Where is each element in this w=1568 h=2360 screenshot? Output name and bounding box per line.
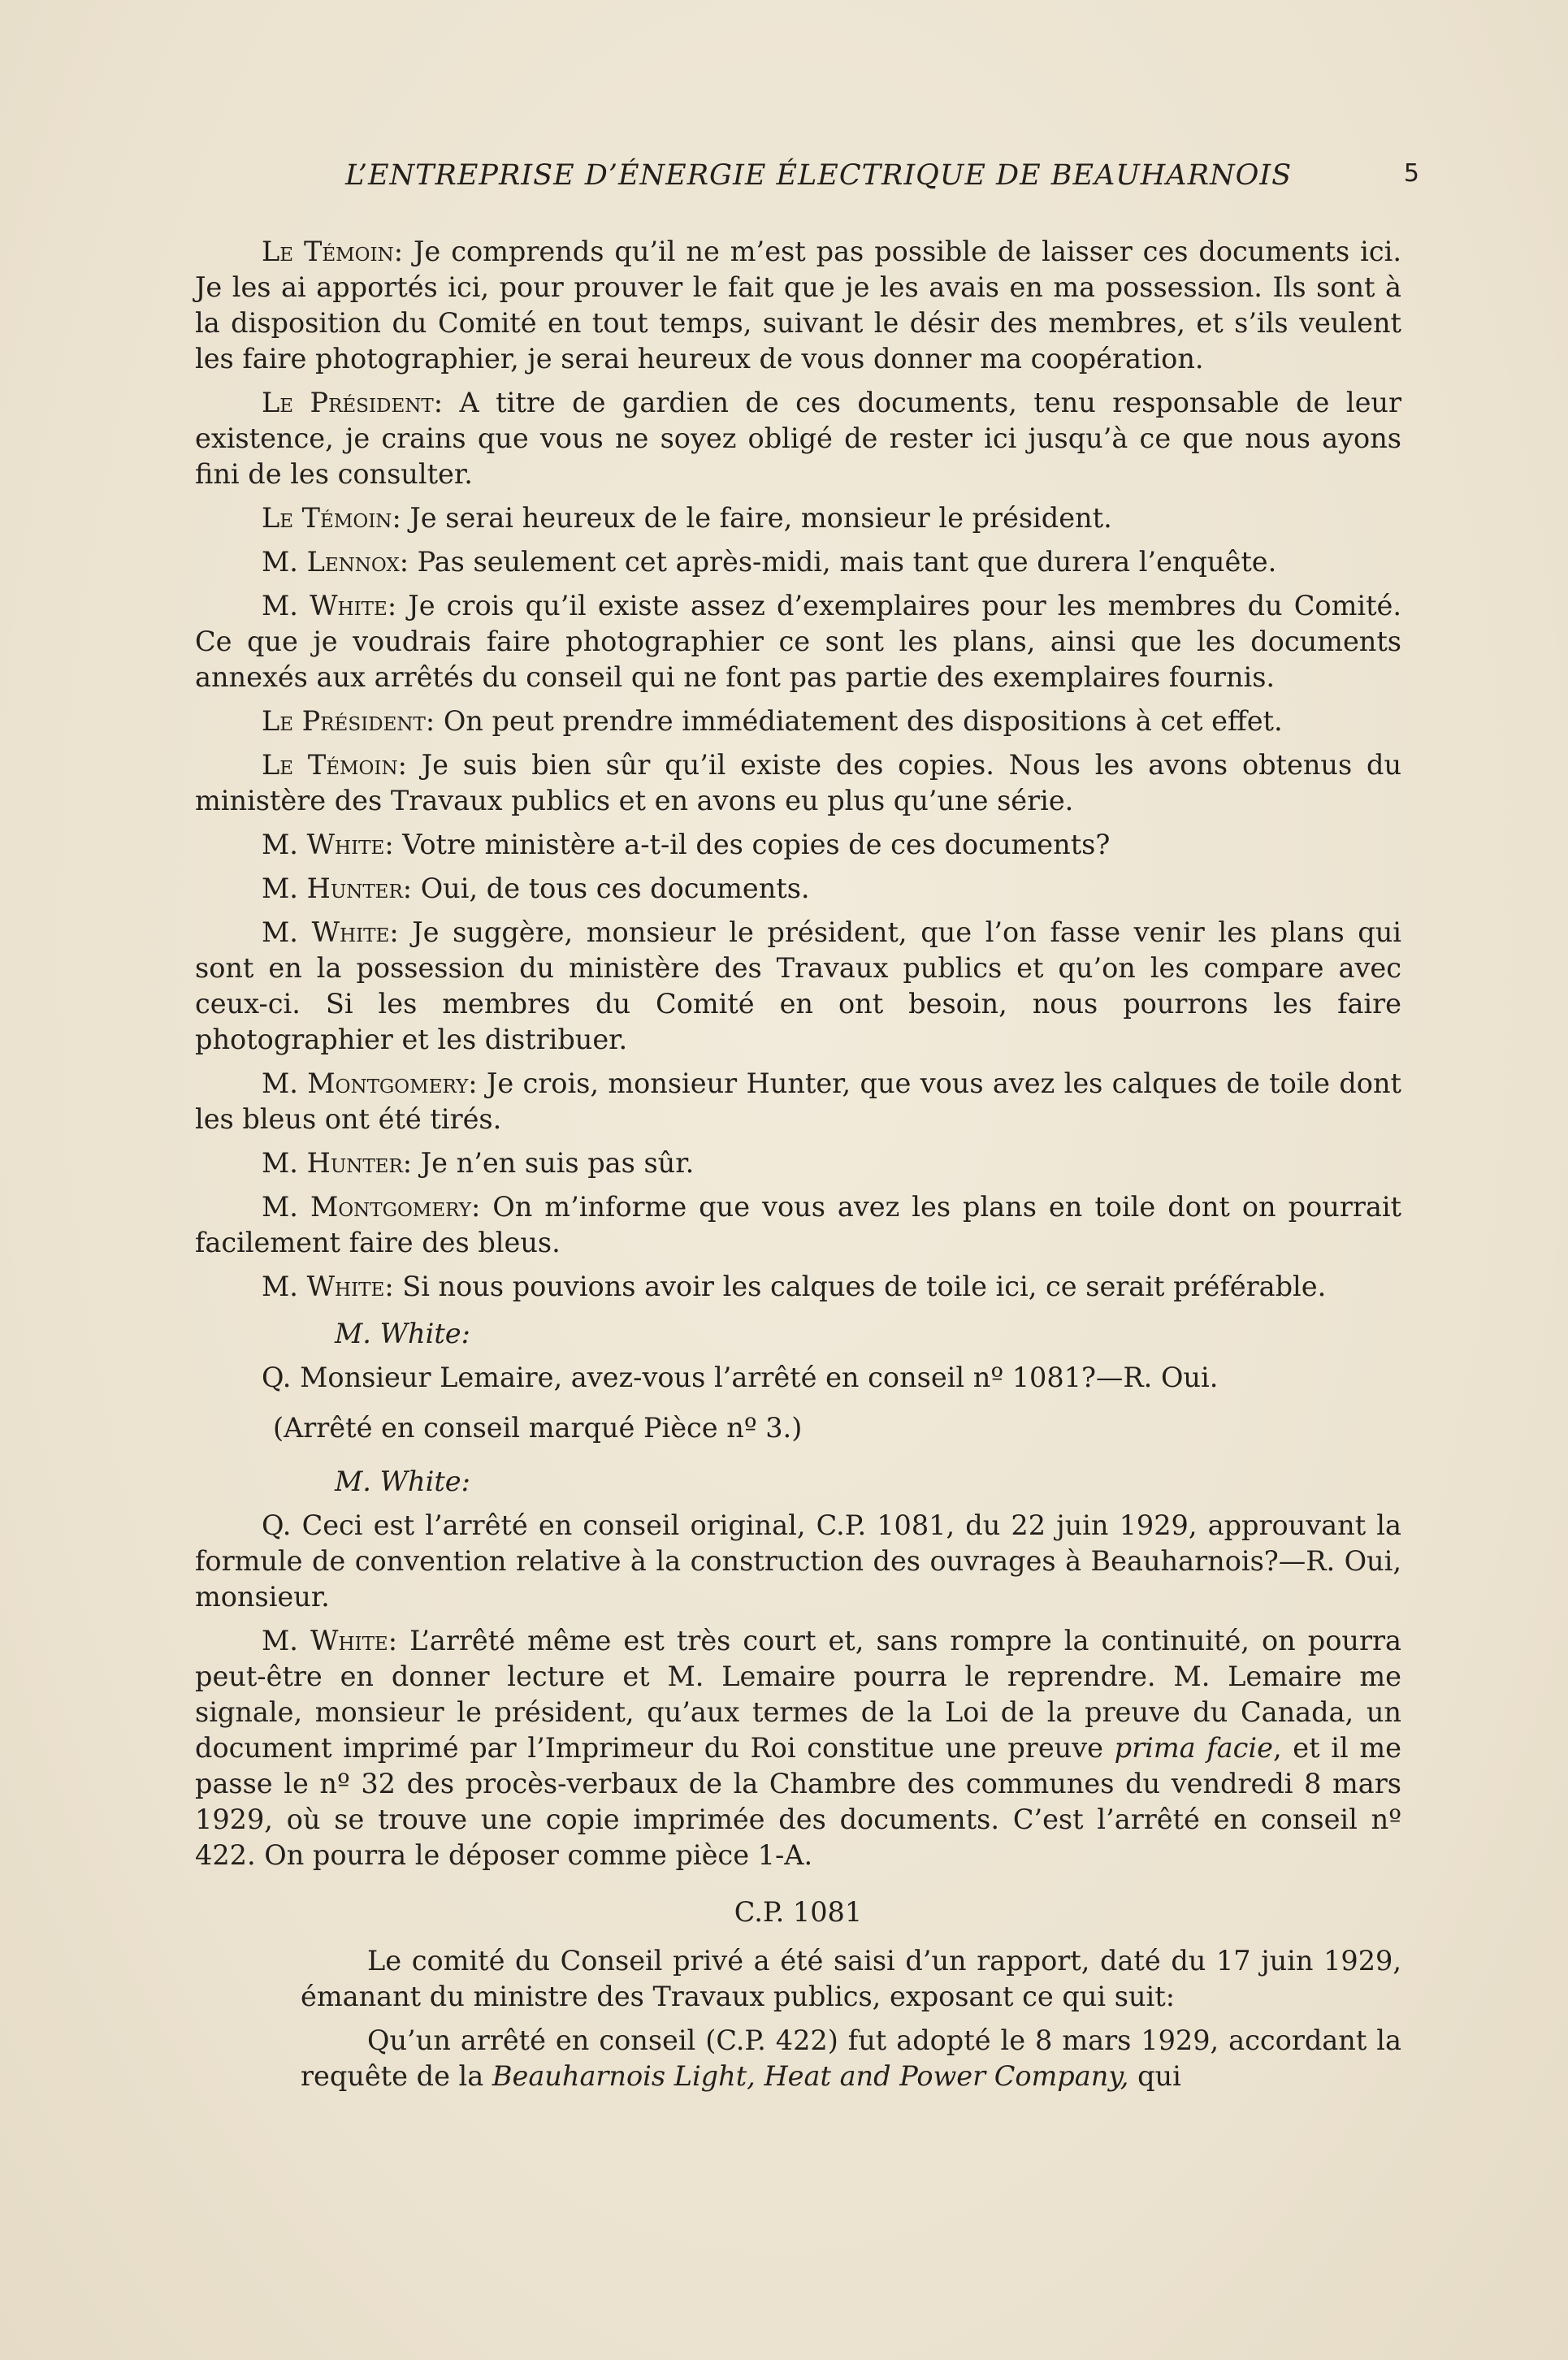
speaker: M. Hunter	[262, 873, 403, 904]
paragraph-text: Je crois, monsieur Hunter, que vous avez les calques de toile dont les bleus ont été tirés.	[195, 1067, 1401, 1135]
paragraph-text: Je n’en suis pas sûr.	[420, 1147, 695, 1179]
speaker: M. Hunter	[262, 1147, 403, 1179]
paragraph: M. White: Je suggère, monsieur le président, que l’on fasse venir les plans qui sont en la possession du ministère des Travaux publics et qu’on les compare avec ceux-ci. Si les membres du Comité en ont besoin, nous pourrons les faire photographier et les distribuer.	[195, 916, 1402, 1055]
speaker: M. White	[262, 1625, 388, 1656]
paragraph-text: On m’informe que vous avez les plans en toile dont on pourrait facilement faire des bleus.	[195, 1191, 1401, 1258]
document-page	[195, 159, 1419, 2239]
speaker: M. White	[262, 916, 390, 948]
paragraph: M. Montgomery: Je crois, monsieur Hunter, que vous avez les calques de toile dont les bleus ont été tirés.	[195, 1067, 1401, 1135]
paragraph-text: Votre ministère a-t-il des copies de ces documents?	[402, 829, 1111, 860]
question-answer: Q. Ceci est l’arrêté en conseil original, C.P. 1081, du 22 juin 1929, approuvant la formule de convention relative à la construction des ouvrages à Beauharnois?—R. Oui, monsieur.	[195, 1509, 1401, 1613]
paragraph: Le Témoin: Je comprends qu’il ne m’est pas possible de laisser ces documents ici. Je les ai apportés ici, pour prouver le fait que je les avais en ma possession. Ils sont à la disposition du Comité en tout temps, suivant le désir des membres, et s’ils veulent les faire photographier, je serai heureux de vous donner ma coopération.	[195, 236, 1401, 375]
paragraph-text: Pas seulement cet après-midi, mais tant que durera l’enquête.	[417, 546, 1277, 578]
paragraph-text: Si nous pouvions avoir les calques de toile ici, ce serait préférable.	[402, 1271, 1327, 1302]
paragraph-text: A titre de gardien de ces documents, tenu responsable de leur existence, je crains que vous ne soyez obligé de rester ici jusqu’à ce que nous ayons fini de les consulter.	[195, 387, 1402, 490]
speaker: M. White	[262, 1271, 385, 1302]
speaker: M. Montgomery	[262, 1191, 471, 1223]
speaker: Le Témoin	[262, 236, 394, 267]
page-number: 5	[1403, 159, 1419, 188]
order-paragraph: Le comité du Conseil privé a été saisi d’un rapport, daté du 17 juin 1929, émanant du ministre des Travaux publics, exposant ce qui suit:	[301, 1945, 1401, 2012]
order-heading: C.P. 1081	[734, 1896, 863, 1928]
paragraph: M. White: Votre ministère a-t-il des copies de ces documents?	[262, 829, 1111, 860]
speaker: M. White	[262, 829, 385, 860]
question-answer: Q. Monsieur Lemaire, avez-vous l’arrêté en conseil nº 1081?—R. Oui.	[262, 1362, 1219, 1393]
running-header	[195, 159, 1419, 211]
paragraph: Le Président: A titre de gardien de ces documents, tenu responsable de leur existence, je crains que vous ne soyez obligé de rester ici jusqu’à ce que nous ayons fini de les consulter.	[195, 387, 1402, 490]
paragraph: Le Témoin: Je serai heureux de le faire, monsieur le président.	[262, 502, 1112, 534]
speaker: M. Montgomery	[262, 1067, 469, 1099]
speaker: Le Témoin	[262, 502, 392, 534]
speaker: M. Lennox	[262, 546, 400, 578]
paragraph-text: Oui, de tous ces documents.	[420, 873, 810, 904]
speaker: Le Président	[262, 387, 434, 418]
examiner-heading: M. White:	[335, 1318, 470, 1349]
paragraph-text: Je comprends qu’il ne m’est pas possible de laisser ces documents ici. Je les ai apportés ici, pour prouver le fait que je les avais en ma possession. Ils sont à la disposition du Comité en tout temps, suivant le désir des membres, et s’ils veulent les faire photographier, je serai heureux de vous donner ma coopération.	[195, 236, 1401, 375]
order-paragraph: Qu’un arrêté en conseil (C.P. 422) fut adopté le 8 mars 1929, accordant la requête de la Beauharnois Light, Heat and Power Company, qui	[301, 2024, 1401, 2092]
paragraph-text: Je suis bien sûr qu’il existe des copies. Nous les avons obtenus du ministère des Travaux publics et en avons eu plus qu’une série.	[195, 749, 1402, 816]
paragraph: M. Lennox: Pas seulement cet après-midi, mais tant que durera l’enquête.	[262, 546, 1277, 578]
paragraph-text: Je serai heureux de le faire, monsieur le président.	[409, 502, 1112, 534]
paragraph: M. Montgomery: On m’informe que vous avez les plans en toile dont on pourrait facilement faire des bleus.	[195, 1191, 1401, 1258]
paragraph-text: Je suggère, monsieur le président, que l’on fasse venir les plans qui sont en la possession du ministère des Travaux publics et qu’on les compare avec ceux-ci. Si les membres du Comité en ont besoin, nous pourrons les faire photographier et les distribuer.	[195, 916, 1402, 1055]
speaker: Le Président	[262, 705, 426, 737]
running-title: L’ENTREPRISE D’ÉNERGIE ÉLECTRIQUE DE BEAUHARNOIS	[345, 159, 1293, 192]
examiner-heading: M. White:	[335, 1466, 470, 1497]
paragraph: M. Hunter: Je n’en suis pas sûr.	[262, 1147, 695, 1179]
paragraph: Le Témoin: Je suis bien sûr qu’il existe des copies. Nous les avons obtenus du ministère des Travaux publics et en avons eu plus qu’une série.	[195, 749, 1402, 816]
paragraph: M. Hunter: Oui, de tous ces documents.	[262, 873, 810, 904]
paragraph-text: Je crois qu’il existe assez d’exemplaires pour les membres du Comité. Ce que je voudrais faire photographier ce sont les plans, ainsi que les documents annexés aux arrêtés du conseil qui ne font pas partie des exemplaires fournis.	[195, 590, 1402, 693]
document-body	[195, 234, 1401, 2094]
paragraph: M. White: L’arrêté même est très court et, sans rompre la continuité, on pourra peut-être en donner lecture et M. Lemaire pourra le reprendre. M. Lemaire me signale, monsieur le président, qu’aux termes de la Loi de la preuve du Canada, un document imprimé par l’Imprimeur du Roi constitue une preuve prima facie, et il me passe le nº 32 des procès-verbaux de la Chambre des communes du vendredi 8 mars 1929, où se trouve une copie imprimée des documents. C’est l’arrêté en conseil nº 422. On pourra le déposer comme pièce 1-A.	[195, 1625, 1401, 1871]
speaker: Le Témoin	[262, 749, 398, 781]
paragraph: M. White: Je crois qu’il existe assez d’exemplaires pour les membres du Comité. Ce que je voudrais faire photographier ce sont les plans, ainsi que les documents annexés aux arrêtés du conseil qui ne font pas partie des exemplaires fournis.	[195, 590, 1402, 693]
paragraph: M. White: Si nous pouvions avoir les calques de toile ici, ce serait préférable.	[262, 1271, 1327, 1302]
paragraph: Le Président: On peut prendre immédiatement des dispositions à cet effet.	[262, 705, 1283, 737]
paragraph-text: On peut prendre immédiatement des dispositions à cet effet.	[443, 705, 1283, 737]
exhibit-note: (Arrêté en conseil marqué Pièce nº 3.)	[273, 1412, 803, 1444]
latin-term: prima facie	[1114, 1732, 1273, 1764]
company-name: Beauharnois Light, Heat and Power Company,	[492, 2060, 1129, 2092]
speaker: M. White	[262, 590, 388, 621]
